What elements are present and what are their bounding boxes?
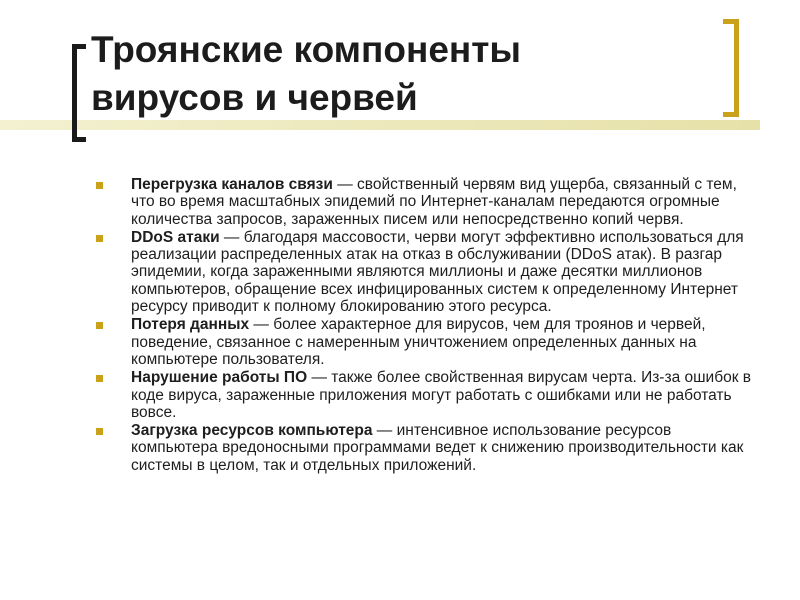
bullet-item <box>96 422 756 474</box>
bullet-text: — свойственный червям вид ущерба, связанный с тем, что во время масштабных эпидемий по Интернет-каналам передаются огромные количества запросов, зараженных писем или непосредственно копий червя. <box>131 176 737 228</box>
bullet-text: — благодаря массовости, черви могут эффективно использоваться для реализации распределенных атак на отказ в обслуживании (DDoS атак). В разгар эпидемии, когда зараженными являются миллионы и даже десятки миллионов компьютеров, обращение всех инфицированных систем к определенному Интернет ресурсу приводит к полному блокированию этого ресурса. <box>131 228 744 316</box>
bullet-text: — более характерное для вирусов, чем для троянов и червей, поведение, связанное с намеренным уничтожением определенных данных на компьютере пользователя. <box>131 316 706 368</box>
bullet-square-icon <box>96 235 103 242</box>
bullet-item <box>96 176 756 228</box>
bullet-square-icon <box>96 428 103 435</box>
bullet-term: Потеря данных <box>131 316 250 334</box>
bullet-item <box>96 229 756 315</box>
bullet-square-icon <box>96 375 103 382</box>
bullet-text: — интенсивное использование ресурсов компьютера вредоносными программами ведет к снижению производительности как системы в целом, так и отдельных приложений. <box>131 422 744 474</box>
bullet-text: — также более свойственная вирусам черта. Из-за ошибок в коде вируса, зараженные приложения могут работать с ошибками или не работать вовсе. <box>131 369 752 421</box>
bullet-term: DDoS атаки <box>131 228 220 246</box>
slide-title <box>91 26 711 122</box>
bullet-term: Перегрузка каналов связи <box>131 176 333 193</box>
left-bracket-decoration <box>72 44 86 142</box>
bullet-square-icon <box>96 182 103 189</box>
bullet-item <box>96 316 756 368</box>
bullet-square-icon <box>96 322 103 329</box>
slide-title-line-1: Троянские компоненты <box>91 29 521 70</box>
bullet-term: Нарушение работы ПО <box>131 369 308 387</box>
slide-title-line-2: вирусов и червей <box>91 77 418 118</box>
bullet-list <box>96 176 756 475</box>
bullet-term: Загрузка ресурсов компьютера <box>131 422 373 440</box>
bullet-item <box>96 369 756 421</box>
right-bracket-decoration <box>723 19 739 117</box>
